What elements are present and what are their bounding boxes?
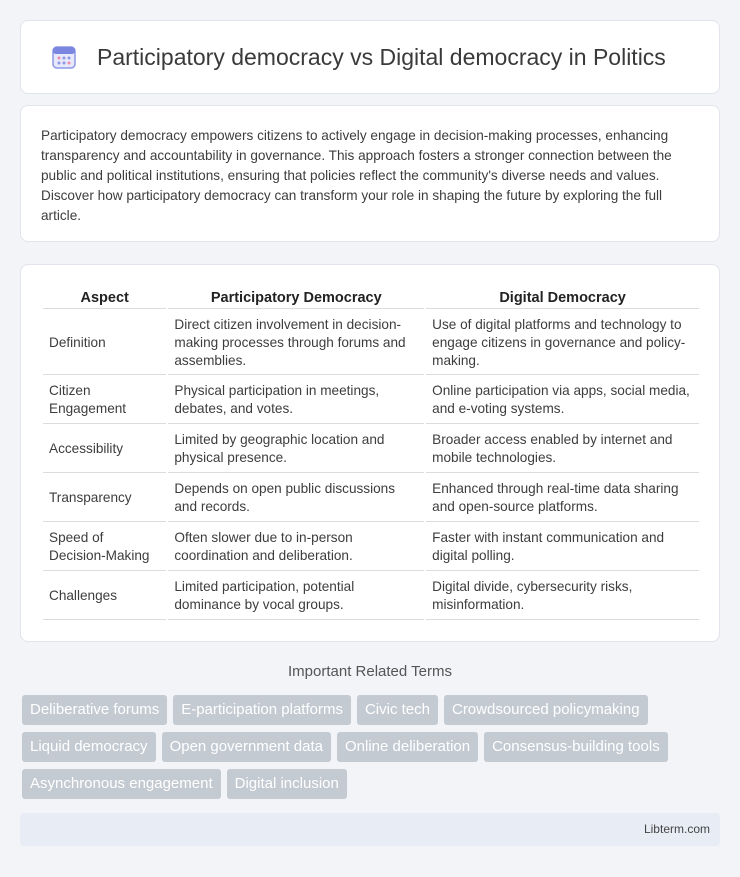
cell-digital: Enhanced through real-time data sharing and open-source platforms. xyxy=(426,475,699,522)
page-title: Participatory democracy vs Digital democracy in Politics xyxy=(97,43,666,70)
cell-digital: Online participation via apps, social media, and e-voting systems. xyxy=(426,377,699,424)
cell-participatory: Limited participation, potential dominance by vocal groups. xyxy=(168,573,424,620)
cell-aspect: Transparency xyxy=(43,475,166,522)
footer xyxy=(20,813,720,846)
table-header-row xyxy=(43,287,699,309)
cell-digital: Use of digital platforms and technology to engage citizens in governance and policy-making. xyxy=(426,311,699,375)
intro-paragraph: Participatory democracy empowers citizens to actively engage in decision-making processes, enhancing transparency and accountability in governance. This approach fosters a stronger connection between the public and political institutions, ensuring that policies reflect the community's diverse needs and values. Discover how participatory democracy can transform your role in shaping the future by exploring the full article. xyxy=(41,128,672,223)
cell-aspect: Speed of Decision-Making xyxy=(43,524,166,571)
header-digital: Digital Democracy xyxy=(426,287,699,309)
table-row xyxy=(43,311,699,375)
cell-participatory: Depends on open public discussions and records. xyxy=(168,475,424,522)
related-term-tag[interactable]: Liquid democracy xyxy=(22,732,156,762)
table-row xyxy=(43,524,699,571)
table-row xyxy=(43,377,699,424)
cell-participatory: Often slower due to in-person coordination and deliberation. xyxy=(168,524,424,571)
related-terms-list xyxy=(22,695,722,799)
cell-participatory: Direct citizen involvement in decision-making processes through forums and assemblies. xyxy=(168,311,424,375)
comparison-card xyxy=(20,264,720,642)
header-card xyxy=(20,20,720,94)
related-term-tag[interactable]: Civic tech xyxy=(357,695,438,725)
cell-aspect: Accessibility xyxy=(43,426,166,473)
header-aspect: Aspect xyxy=(43,287,166,309)
cell-aspect: Definition xyxy=(43,311,166,375)
table-row xyxy=(43,426,699,473)
related-term-tag[interactable]: Crowdsourced policymaking xyxy=(444,695,648,725)
table-row xyxy=(43,573,699,620)
related-terms-title: Important Related Terms xyxy=(288,663,452,680)
cell-participatory: Physical participation in meetings, debates, and votes. xyxy=(168,377,424,424)
intro-card xyxy=(20,105,720,242)
cell-digital: Faster with instant communication and digital polling. xyxy=(426,524,699,571)
calendar-icon xyxy=(49,42,79,72)
cell-aspect: Challenges xyxy=(43,573,166,620)
table-row xyxy=(43,475,699,522)
footer-brand-link[interactable]: Libterm.com xyxy=(643,822,710,836)
related-term-tag[interactable]: Asynchronous engagement xyxy=(22,769,221,799)
related-term-tag[interactable]: Online deliberation xyxy=(337,732,478,762)
related-term-tag[interactable]: E-participation platforms xyxy=(173,695,351,725)
cell-digital: Digital divide, cybersecurity risks, misinformation. xyxy=(426,573,699,620)
header-participatory: Participatory Democracy xyxy=(168,287,424,309)
cell-aspect: Citizen Engagement xyxy=(43,377,166,424)
related-term-tag[interactable]: Deliberative forums xyxy=(22,695,167,725)
related-term-tag[interactable]: Open government data xyxy=(162,732,331,762)
comparison-table xyxy=(41,285,701,622)
cell-participatory: Limited by geographic location and physical presence. xyxy=(168,426,424,473)
related-term-tag[interactable]: Digital inclusion xyxy=(227,769,347,799)
related-term-tag[interactable]: Consensus-building tools xyxy=(484,732,668,762)
cell-digital: Broader access enabled by internet and mobile technologies. xyxy=(426,426,699,473)
